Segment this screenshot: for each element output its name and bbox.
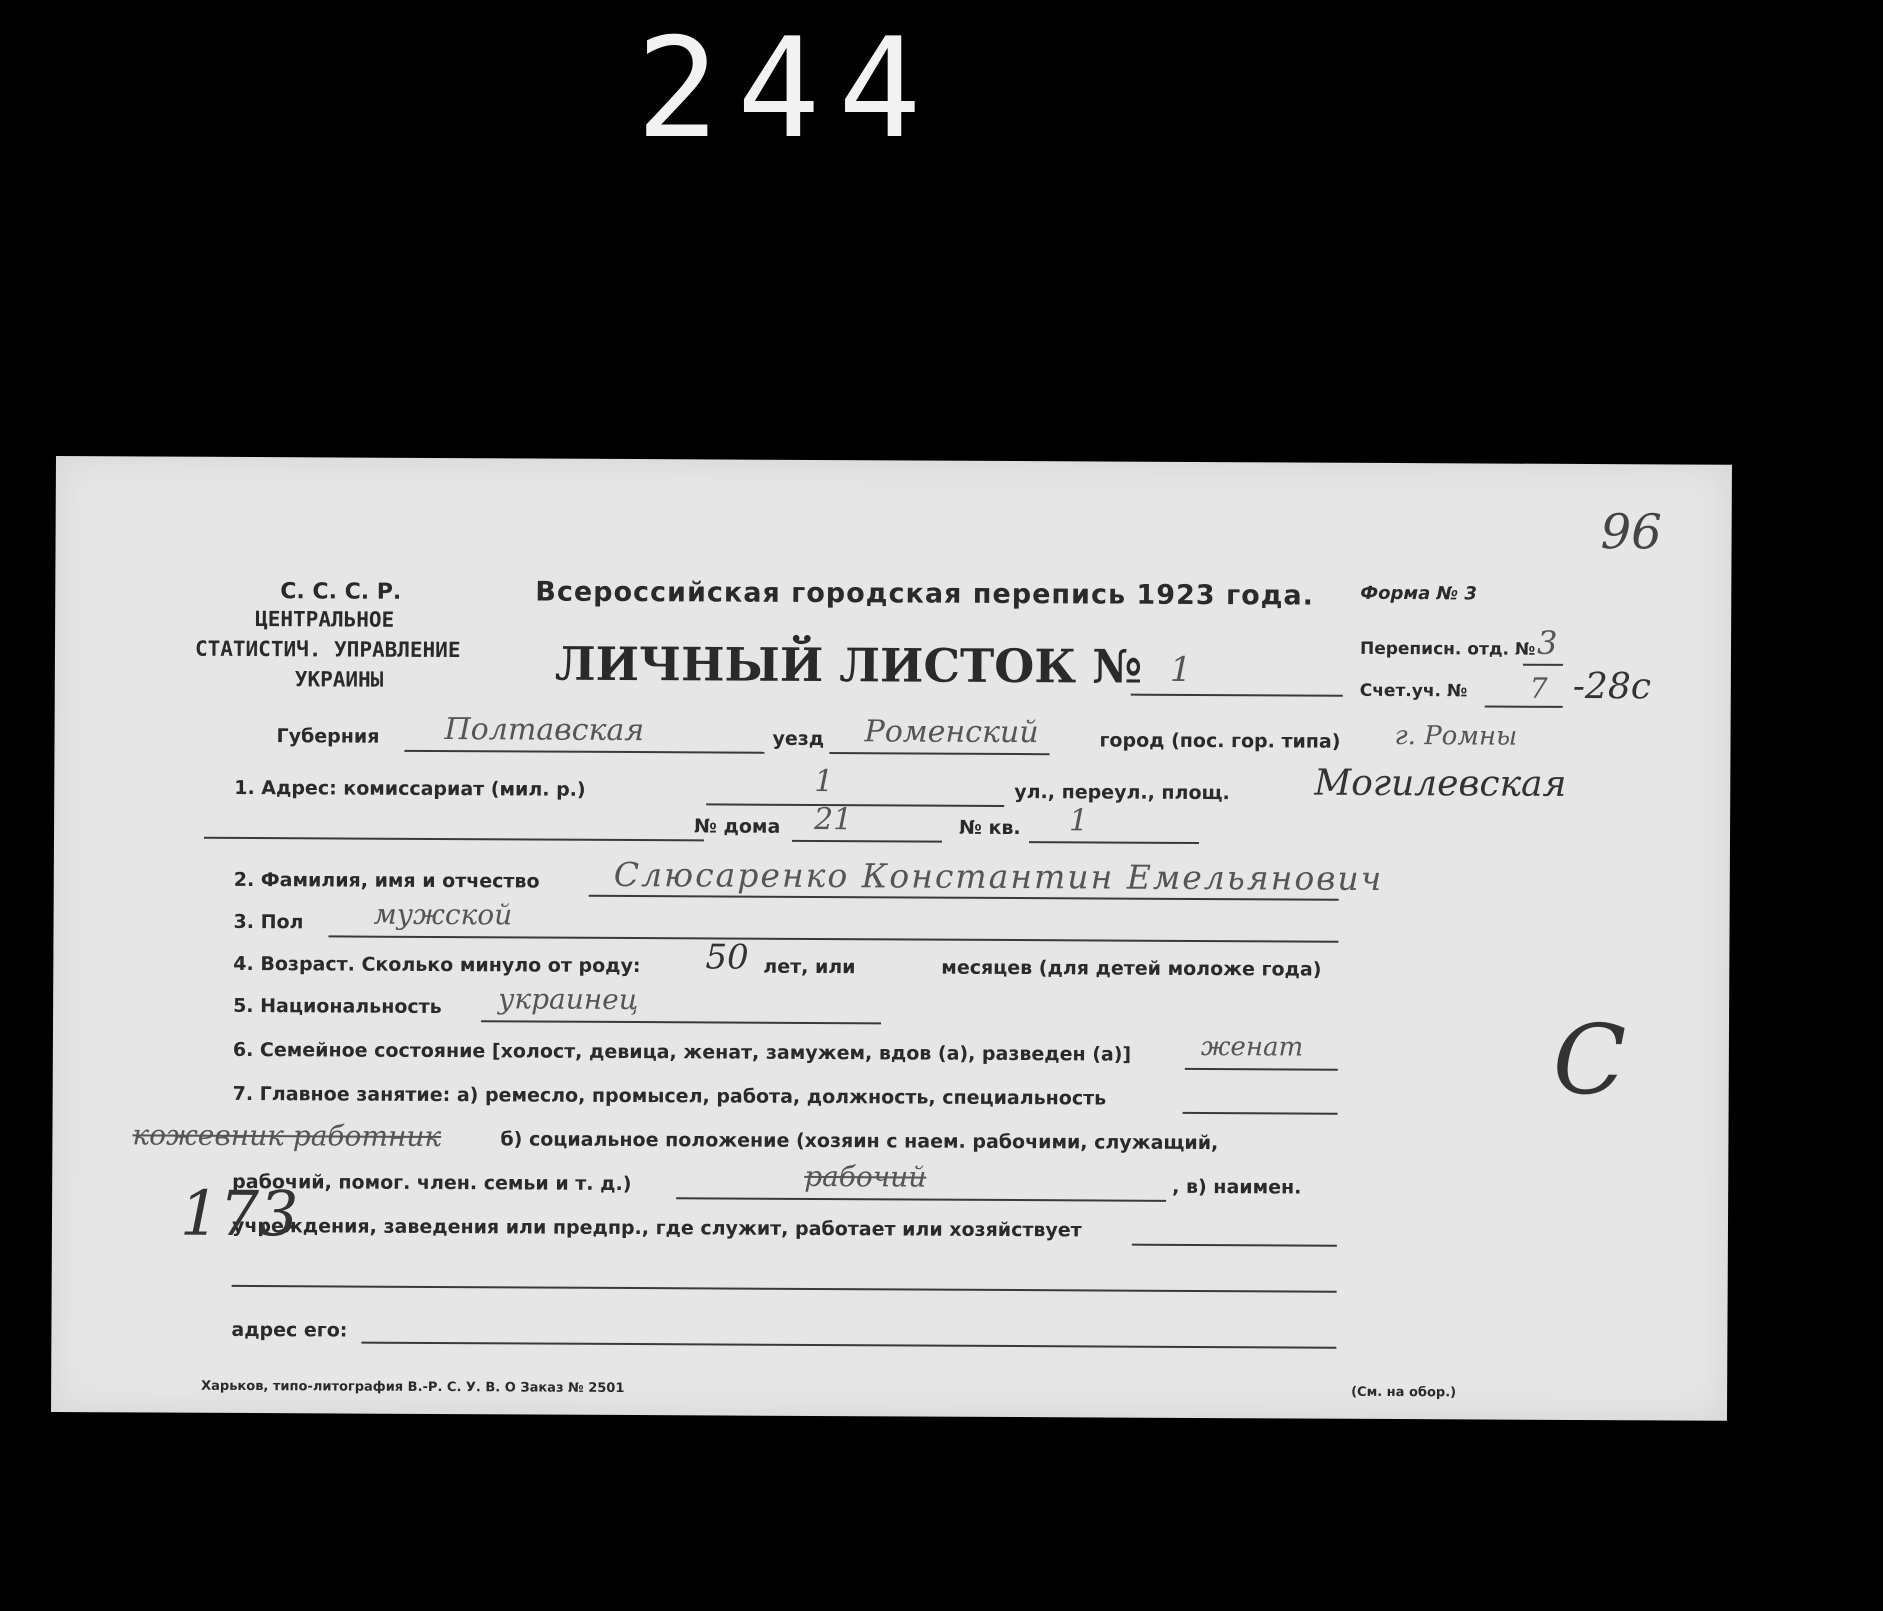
employer-address-label: адрес его:: [231, 1318, 348, 1342]
census-card: [51, 456, 1732, 1421]
social-value: рабочий: [804, 1159, 927, 1194]
nationality-label: 5. Национальность: [233, 994, 442, 1019]
census-dept-value: 3: [1536, 623, 1558, 662]
age-value: 50: [705, 937, 749, 978]
org-line-3: СТАТИСТИЧ. УПРАВЛЕНИЕ: [194, 636, 461, 663]
social-margin-note: кожевник работник: [132, 1118, 442, 1154]
sex-value: мужской: [373, 897, 513, 932]
social-label-2: рабочий, помог. член. семьи и т. д.): [232, 1170, 632, 1196]
gorod-value: г. Ромны: [1394, 721, 1518, 752]
uezd-label: уезд: [772, 727, 825, 751]
nationality-value: украинец: [498, 982, 639, 1017]
sheet-number-value: 1: [1169, 649, 1192, 690]
census-dept-label: Переписн. отд. №: [1359, 638, 1536, 660]
name-label: 2. Фамилия, имя и отчество: [233, 868, 540, 893]
gubernia-value: Полтавская: [444, 712, 645, 749]
count-section-value: 7: [1529, 671, 1548, 705]
street-value: Могилевская: [1314, 762, 1567, 805]
address-label: 1. Адрес: комиссариат (мил. р.): [234, 776, 586, 801]
gorod-label: город (пос. гор. типа): [1099, 729, 1341, 753]
org-line-2: ЦЕНТРАЛЬНОЕ: [255, 607, 395, 632]
margin-letter: С: [1552, 1003, 1627, 1117]
count-section-label: Счет.уч. №: [1359, 680, 1468, 702]
name-value: Слюсаренко Константин Емельянович: [613, 854, 1384, 898]
census-title: Всероссийская городская перепись 1923 года.: [535, 576, 1315, 612]
count-section-extra: -28с: [1572, 665, 1652, 708]
apt-value: 1: [1069, 803, 1089, 839]
form-label: Форма № 3: [1360, 582, 1478, 605]
gubernia-label: Губерния: [276, 725, 380, 748]
sheet-title: ЛИЧНЫЙ ЛИСТОК №: [554, 636, 1143, 694]
address-commissariat-value: 1: [814, 763, 834, 800]
age-label: 4. Возраст. Сколько минуло от роду:: [233, 952, 641, 978]
printer-footer: Харьков, типо-литография В.-Р. С. У. В. О Заказ № 2501: [201, 1378, 625, 1396]
apt-label: № кв.: [959, 816, 1021, 840]
org-line-4: УКРАИНЫ: [294, 667, 384, 692]
family-label: 6. Семейное состояние [холост, девица, женат, замужем, вдов (а), разведен (а)]: [232, 1038, 1132, 1066]
margin-code: 173: [179, 1176, 299, 1251]
uezd-value: Роменский: [864, 714, 1039, 751]
sheet-number-mark: 96: [1600, 504, 1662, 561]
occupation-label: 7. Главное занятие: а) ремесло, промысел, работа, должность, специальность: [232, 1082, 1107, 1110]
street-crossed-out: [244, 807, 544, 839]
org-line-1: С. С. С. Р.: [280, 579, 402, 605]
turn-over-note: (См. на обор.): [1351, 1384, 1457, 1401]
employer-label-2: учреждения, заведения или предпр., где служит, работает или хозяйствует: [231, 1214, 1082, 1242]
street-label: ул., переул., площ.: [1014, 781, 1230, 805]
sex-label: 3. Пол: [233, 910, 304, 934]
age-years-label: лет, или: [763, 955, 856, 979]
family-value: женат: [1200, 1032, 1304, 1063]
employer-label-1: , в) наимен.: [1172, 1175, 1302, 1199]
frame-number: 244: [636, 8, 940, 169]
house-label: № дома: [694, 815, 781, 838]
social-label: б) социальное положение (хозяин с наем. рабочими, служащий,: [500, 1128, 1219, 1155]
house-value: 21: [814, 801, 853, 838]
age-months-label: месяцев (для детей моложе года): [941, 956, 1322, 981]
